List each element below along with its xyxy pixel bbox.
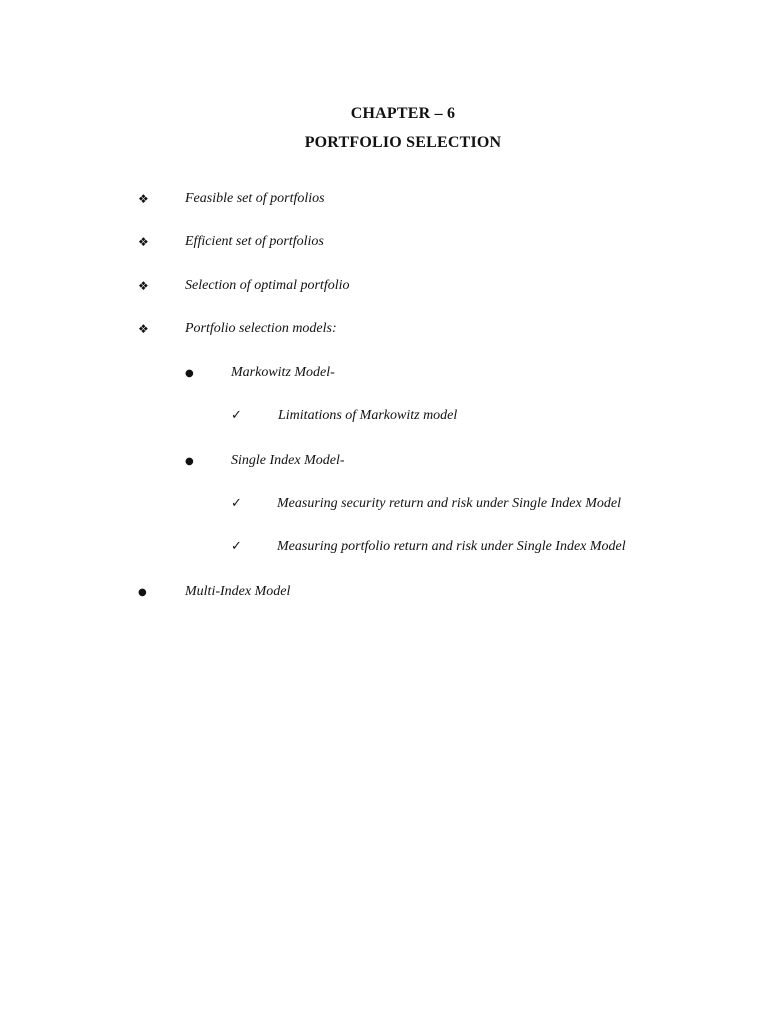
list-item-text: Single Index Model- bbox=[231, 453, 345, 468]
list-item bbox=[0, 451, 768, 475]
list-item-text: Feasible set of portfolios bbox=[185, 191, 325, 206]
checkmark-icon: ✓ bbox=[231, 496, 242, 511]
checkmark-icon: ✓ bbox=[231, 539, 242, 554]
list-item-text: Measuring portfolio return and risk under Single Index Model bbox=[277, 539, 626, 554]
list-item bbox=[0, 537, 768, 561]
diamond-bullet-icon: ❖ bbox=[138, 235, 149, 249]
list-item bbox=[0, 363, 768, 387]
round-bullet-icon: ● bbox=[185, 456, 194, 467]
list-item-text: Multi-Index Model bbox=[185, 584, 291, 599]
list-item-text: Limitations of Markowitz model bbox=[278, 408, 458, 423]
list-item-text: Markowitz Model- bbox=[231, 365, 335, 380]
diamond-bullet-icon: ❖ bbox=[138, 322, 149, 336]
list-item bbox=[0, 276, 768, 300]
round-bullet-icon: ● bbox=[185, 368, 194, 379]
round-bullet-icon: ● bbox=[138, 587, 147, 598]
list-item bbox=[0, 406, 768, 430]
chapter-title: PORTFOLIO SELECTION bbox=[304, 134, 502, 151]
list-item bbox=[0, 189, 768, 213]
chapter-heading: CHAPTER – 6 bbox=[350, 105, 456, 122]
diamond-bullet-icon: ❖ bbox=[138, 279, 149, 293]
diamond-bullet-icon: ❖ bbox=[138, 192, 149, 206]
list-item-text: Selection of optimal portfolio bbox=[185, 278, 350, 293]
list-item-text: Measuring security return and risk under Single Index Model bbox=[277, 496, 621, 511]
list-item bbox=[0, 582, 768, 606]
list-item-text: Efficient set of portfolios bbox=[185, 234, 324, 249]
checkmark-icon: ✓ bbox=[231, 408, 242, 423]
list-item-text: Portfolio selection models: bbox=[185, 321, 337, 336]
list-item bbox=[0, 232, 768, 256]
list-item bbox=[0, 494, 768, 518]
list-item bbox=[0, 319, 768, 343]
